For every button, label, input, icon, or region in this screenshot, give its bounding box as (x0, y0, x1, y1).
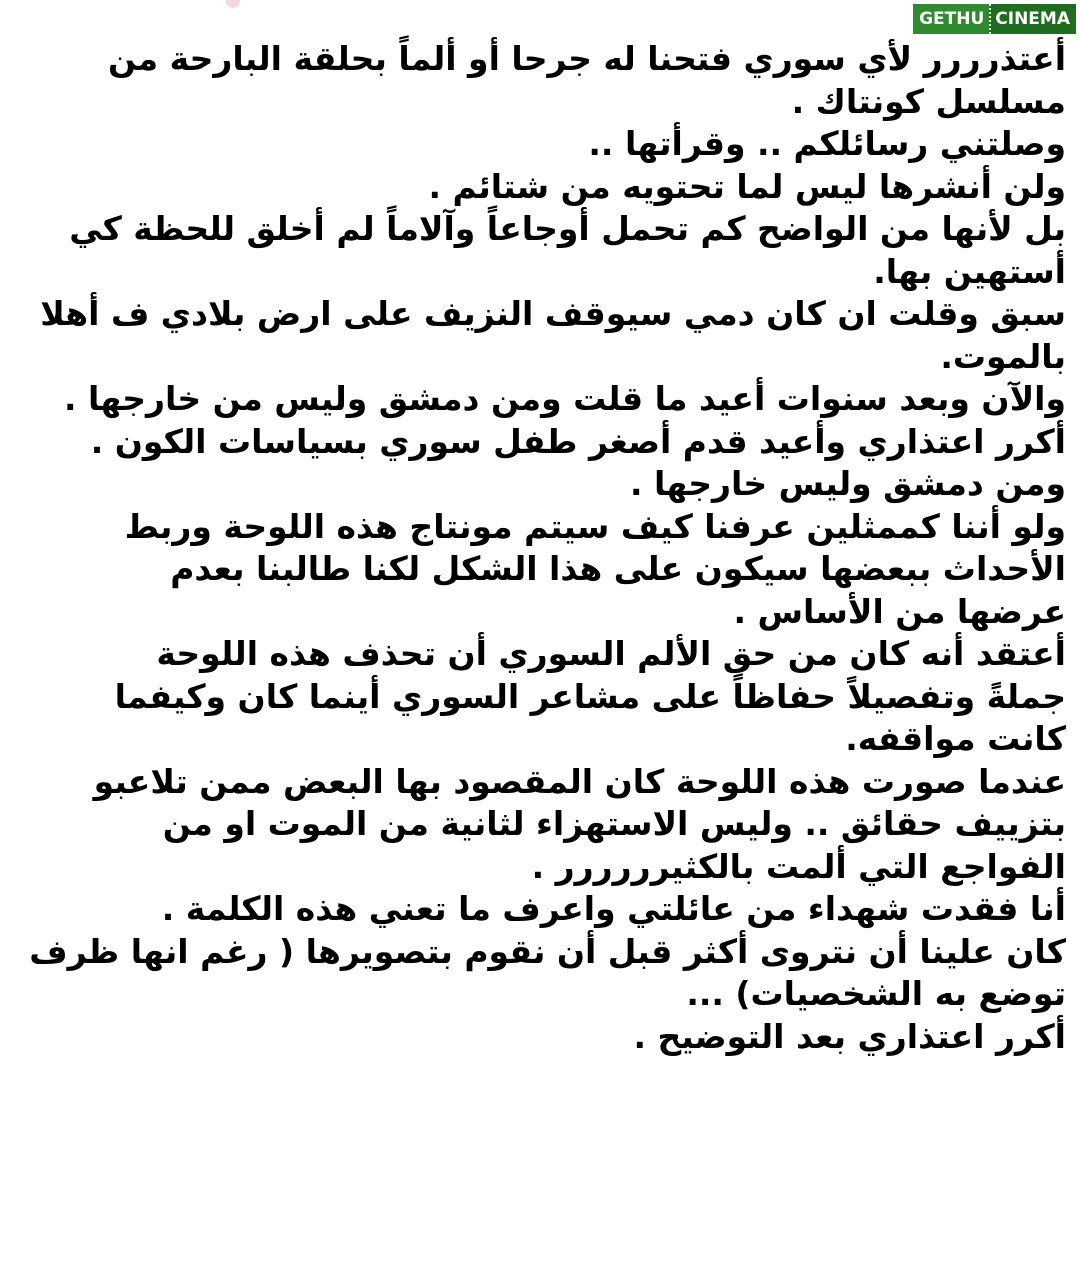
text-line-5: بل لأنها من الواضح كم تحمل أوجاعاً وآلاماً لم أخلق للحظة كي (69, 209, 1066, 248)
text-line-6: أستهين بها. (873, 251, 1066, 291)
logo-text-part2: CINEMA (989, 4, 1076, 34)
apology-text-block (14, 38, 1066, 1058)
text-line-14: عرضها من الأساس . (733, 591, 1066, 631)
text-line-20: الفواجع التي ألمت بالكثيرررررر . (531, 846, 1066, 886)
text-line-15: أعتقد أنه كان من حق الألم السوري أن تحذف هذه اللوحة (156, 634, 1066, 673)
text-line-1: أعتذرررر لأي سوري فتحنا له جرحا أو ألماً بحلقة البارحة من (107, 39, 1066, 78)
logo-text-part1: GETHU (913, 4, 989, 34)
text-line-11: ومن دمشق وليس خارجها . (630, 464, 1066, 503)
text-line-18: عندما صورت هذه اللوحة كان المقصود بها البعض ممن تلاعبو (93, 761, 1066, 801)
text-line-17: كانت مواقفه. (845, 719, 1066, 758)
text-line-4: ولن أنشرها ليس لما تحتويه من شتائم . (428, 166, 1066, 206)
text-line-9: والآن وبعد سنوات أعيد ما قلت ومن دمشق وليس من خارجها . (64, 379, 1066, 418)
text-line-12: ولو أننا كممثلين عرفنا كيف سيتم مونتاج هذه اللوحة وربط (124, 506, 1066, 546)
text-line-24: أكرر اعتذاري بعد التوضيح . (633, 1016, 1066, 1056)
text-line-7: سبق وقلت ان كان دمي سيوقف النزيف على ارض بلادي ف أهلا (40, 294, 1066, 333)
text-line-8: بالموت. (940, 336, 1066, 376)
text-line-13: الأحداث ببعضها سيكون على هذا الشكل لكنا طالبنا بعدم (170, 549, 1066, 588)
text-line-19: بتزييف حقائق .. وليس الاستهزاء لثانية من الموت او من (162, 804, 1066, 843)
text-line-23: توضع به الشخصيات) ... (686, 974, 1066, 1013)
text-line-22: كان علينا أن نتروى أكثر قبل أن نقوم بتصويرها ( رغم انها ظرف (29, 931, 1066, 971)
text-line-3: وصلتني رسائلكم .. وقرأتها .. (588, 124, 1066, 163)
text-line-10: أكرر اعتذاري وأعيد قدم أصغر طفل سوري بسياسات الكون . (90, 421, 1066, 461)
text-line-16: جملةً وتفصيلاً حفاظاً على مشاعر السوري أينما كان وكيفما (114, 676, 1066, 716)
corner-decoration (226, 0, 240, 8)
text-line-2: مسلسل كونتاك . (791, 81, 1066, 121)
text-line-21: أنا فقدت شهداء من عائلتي واعرف ما تعني هذه الكلمة . (161, 889, 1066, 928)
watermark-logo (913, 4, 1076, 34)
